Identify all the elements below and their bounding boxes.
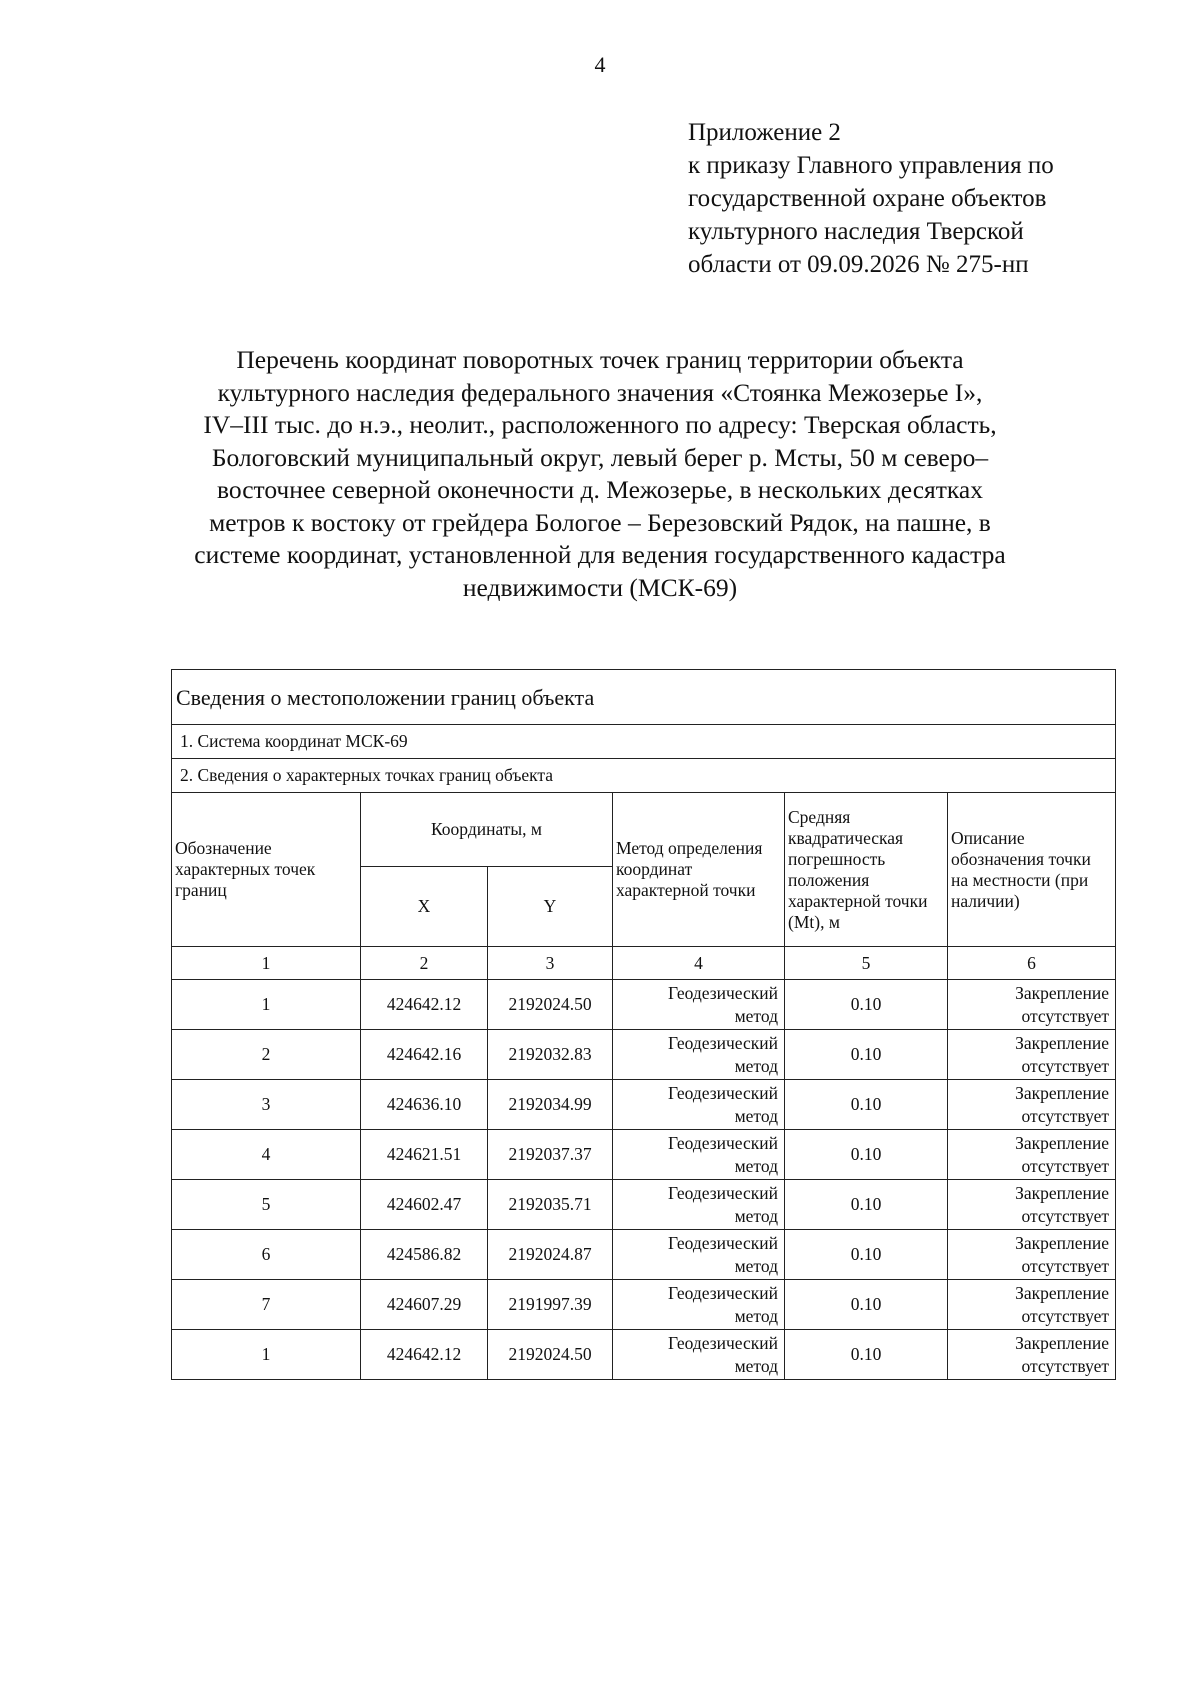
note-line: Закрепление: [1015, 1132, 1110, 1153]
column-number: 3: [488, 947, 613, 980]
error-cell: 0.10: [785, 1030, 948, 1080]
method-line: Геодезический: [668, 1332, 778, 1353]
x-cell: 424621.51: [361, 1130, 488, 1180]
note-cell: [948, 1180, 1116, 1230]
x-cell: 424642.12: [361, 980, 488, 1030]
method-cell: [613, 1280, 785, 1330]
note-cell: [948, 1280, 1116, 1330]
method-cell: [613, 1030, 785, 1080]
note-line: отсутствует: [1021, 1105, 1110, 1126]
note-line: Закрепление: [1015, 1232, 1110, 1253]
method-line: метод: [734, 1155, 778, 1176]
heading-line: восточнее северной оконечности д. Межозерье, в нескольких десятках: [216, 475, 984, 504]
header-method: Метод определения координат характерной точки: [613, 793, 785, 947]
x-cell: 424636.10: [361, 1080, 488, 1130]
error-cell: 0.10: [785, 1080, 948, 1130]
note-line: Закрепление: [1015, 1082, 1110, 1103]
method-line: метод: [734, 1205, 778, 1226]
y-cell: 2191997.39: [488, 1280, 613, 1330]
point-cell: 1: [172, 980, 361, 1030]
point-cell: 5: [172, 1180, 361, 1230]
heading-line: Бологовский муниципальный округ, левый берег р. Мсты, 50 м северо–: [211, 442, 989, 472]
note-cell: [948, 1030, 1116, 1080]
column-number: 4: [613, 947, 785, 980]
point-cell: 6: [172, 1230, 361, 1280]
note-line: Закрепление: [1015, 1032, 1110, 1053]
method-line: метод: [734, 1105, 778, 1126]
x-cell: 424642.12: [361, 1330, 488, 1380]
y-cell: 2192034.99: [488, 1080, 613, 1130]
appendix-title: Приложение 2: [688, 119, 841, 146]
y-cell: 2192024.50: [488, 1330, 613, 1380]
method-line: метод: [734, 1055, 778, 1076]
method-line: метод: [734, 1355, 778, 1376]
table-row: [172, 1230, 1116, 1280]
heading-line: культурного наследия федерального значения «Стоянка Межозерье I»,: [217, 377, 983, 407]
method-line: Геодезический: [668, 1032, 778, 1053]
y-cell: 2192024.87: [488, 1230, 613, 1280]
appendix-line: к приказу Главного управления по: [688, 152, 1054, 179]
error-cell: 0.10: [785, 1130, 948, 1180]
appendix-block: [688, 116, 1115, 281]
table-caption: Сведения о местоположении границ объекта: [172, 670, 1116, 725]
y-cell: 2192032.83: [488, 1030, 613, 1080]
table-row: [172, 1330, 1116, 1380]
coord-system-row: 1. Система координат МСК-69: [172, 725, 1116, 759]
note-line: отсутствует: [1021, 1255, 1110, 1276]
method-cell: [613, 1230, 785, 1280]
page-number: 4: [594, 52, 606, 77]
point-cell: 4: [172, 1130, 361, 1180]
header-coordinates: Координаты, м: [361, 793, 613, 867]
point-cell: 7: [172, 1280, 361, 1330]
document-heading: [170, 344, 1030, 604]
note-line: отсутствует: [1021, 1205, 1110, 1226]
heading-line: недвижимости (МСК-69): [462, 572, 738, 602]
column-number: 2: [361, 947, 488, 980]
table-row: [172, 980, 1116, 1030]
header-error: Средняя квадратическая погрешность положения характерной точки (Mt), м: [785, 793, 948, 947]
method-line: Геодезический: [668, 982, 778, 1003]
note-cell: [948, 980, 1116, 1030]
table-row: [172, 1130, 1116, 1180]
method-line: Геодезический: [668, 1232, 778, 1253]
method-cell: [613, 1130, 785, 1180]
method-line: Геодезический: [668, 1282, 778, 1303]
heading-line: IV–III тыс. до н.э., неолит., расположенного по адресу: Тверская область,: [203, 410, 997, 439]
table-row: [172, 1280, 1116, 1330]
column-number: 6: [948, 947, 1116, 980]
note-line: отсутствует: [1021, 1355, 1110, 1376]
heading-line: Перечень координат поворотных точек границ территории объекта: [236, 345, 964, 374]
heading-line: метров к востоку от грейдера Бологое – Березовский Рядок, на пашне, в: [209, 507, 991, 537]
error-cell: 0.10: [785, 980, 948, 1030]
point-cell: 1: [172, 1330, 361, 1380]
header-description: Описание обозначения точки на местности (при наличии): [948, 793, 1116, 947]
y-cell: 2192037.37: [488, 1130, 613, 1180]
appendix-line: культурного наследия Тверской: [688, 218, 1024, 245]
heading-line: системе координат, установленной для ведения государственного кадастра: [194, 540, 1006, 569]
y-cell: 2192024.50: [488, 980, 613, 1030]
note-line: отсутствует: [1021, 1155, 1110, 1176]
table-row: [172, 1080, 1116, 1130]
column-number-row: [172, 947, 1116, 980]
note-line: Закрепление: [1015, 1282, 1110, 1303]
y-cell: 2192035.71: [488, 1180, 613, 1230]
error-cell: 0.10: [785, 1280, 948, 1330]
note-cell: [948, 1330, 1116, 1380]
method-line: Геодезический: [668, 1132, 778, 1153]
error-cell: 0.10: [785, 1330, 948, 1380]
note-line: Закрепление: [1015, 1182, 1110, 1203]
point-cell: 2: [172, 1030, 361, 1080]
method-cell: [613, 980, 785, 1030]
note-line: Закрепление: [1015, 982, 1110, 1003]
method-cell: [613, 1330, 785, 1380]
note-line: отсутствует: [1021, 1305, 1110, 1326]
note-cell: [948, 1230, 1116, 1280]
error-cell: 0.10: [785, 1230, 948, 1280]
method-line: метод: [734, 1255, 778, 1276]
coordinates-table: [171, 669, 1116, 1380]
method-line: метод: [734, 1305, 778, 1326]
x-cell: 424607.29: [361, 1280, 488, 1330]
point-cell: 3: [172, 1080, 361, 1130]
note-cell: [948, 1130, 1116, 1180]
column-number: 5: [785, 947, 948, 980]
table-row: [172, 1180, 1116, 1230]
header-y: Y: [488, 867, 613, 947]
points-section-row: 2. Сведения о характерных точках границ объекта: [172, 759, 1116, 793]
method-line: метод: [734, 1005, 778, 1026]
header-designation: Обозначение характерных точек границ: [172, 793, 361, 947]
note-cell: [948, 1080, 1116, 1130]
header-x: X: [361, 867, 488, 947]
x-cell: 424642.16: [361, 1030, 488, 1080]
method-line: Геодезический: [668, 1082, 778, 1103]
appendix-line: государственной охране объектов: [688, 185, 1047, 212]
appendix-line: области от 09.09.2026 № 275-нп: [688, 251, 1029, 278]
method-cell: [613, 1180, 785, 1230]
table-row: [172, 1030, 1116, 1080]
x-cell: 424602.47: [361, 1180, 488, 1230]
method-cell: [613, 1080, 785, 1130]
note-line: отсутствует: [1021, 1055, 1110, 1076]
error-cell: 0.10: [785, 1180, 948, 1230]
column-number: 1: [172, 947, 361, 980]
note-line: отсутствует: [1021, 1005, 1110, 1026]
x-cell: 424586.82: [361, 1230, 488, 1280]
method-line: Геодезический: [668, 1182, 778, 1203]
note-line: Закрепление: [1015, 1332, 1110, 1353]
